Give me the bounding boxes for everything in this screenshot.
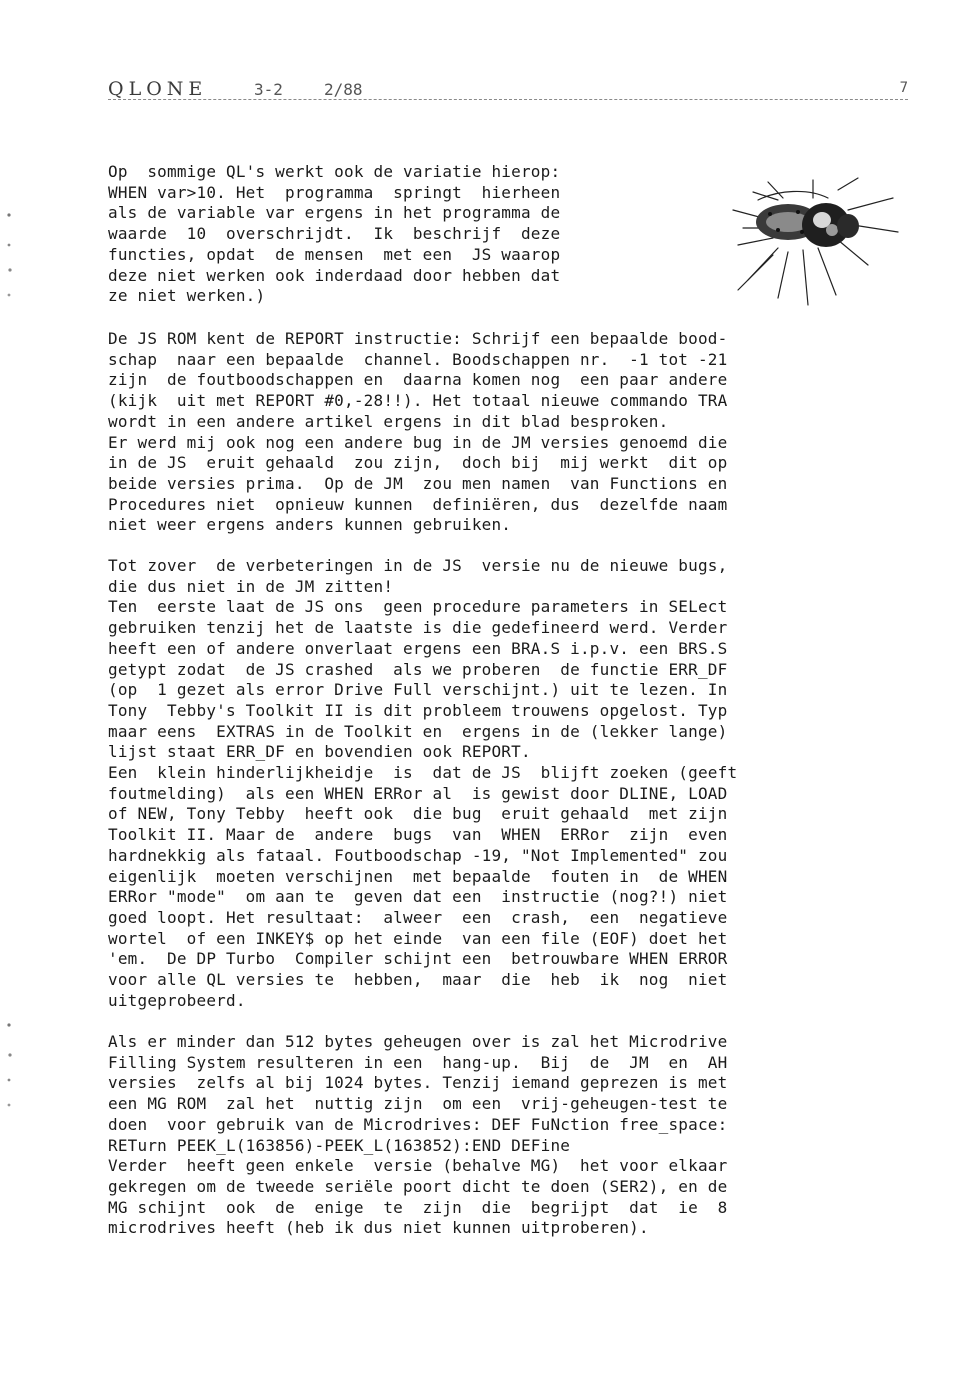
text-line: Procedures niet opnieuw kunnen definiëren, dus dezelfde naam (108, 494, 728, 514)
text-line: eigenlijk moeten verschijnen met bepaalde fouten in de WHEN (108, 866, 728, 886)
text-line: MG schijnt ook de enige te zijn die begrijpt dat ie 8 (108, 1197, 728, 1217)
text-line: uitgeprobeerd. (108, 990, 246, 1010)
text-line: ze niet werken.) (108, 286, 266, 306)
punch-marks-bottom-decoration (4, 1015, 14, 1125)
text-line: Als er minder dan 512 bytes geheugen over is zal het Microdrive (108, 1032, 728, 1051)
text-line: goed loopt. Het resultaat: alweer een crash, een negatieve (108, 907, 728, 927)
page-number: 7 (899, 80, 908, 96)
text-line: niet weer ergens anders kunnen gebruiken. (108, 515, 512, 535)
text-line: Een klein hinderlijkheidje is dat de JS blijft zoeken (geeft (108, 763, 738, 783)
text-line: Verder heeft geen enkele versie (behalve MG) het voor elkaar (108, 1156, 728, 1176)
header-rule (108, 99, 908, 100)
text-line: (kijk uit met REPORT #0,-28!!). Het totaal nieuwe commando TRA (108, 391, 728, 411)
text-line: zijn de foutboodschappen en daarna komen nog een paar andere (108, 370, 728, 390)
text-line: heeft een of andere onverlaat ergens een BRA.S i.p.v. een BRS.S (108, 638, 728, 658)
text-line: wortel of een INKEY$ op het einde van een file (EOF) doet het (108, 928, 728, 948)
text-line: WHEN var>10. Het programma springt hierheen (108, 182, 561, 202)
text-line: of NEW, Tony Tebby heeft ook die bug eruit gehaald met zijn (108, 804, 728, 824)
text-line: microdrives heeft (heb ik dus niet kunnen uitproberen). (108, 1218, 649, 1238)
paragraph-microdrive-memory (108, 1032, 900, 1239)
text-line: maar eens EXTRAS in de Toolkit en ergens in de (lekker lange) (108, 721, 728, 741)
text-line: Er werd mij ook nog een andere bug in de JM versies genoemd die (108, 432, 728, 452)
text-line: in de JS eruit gehaald zou zijn, doch bij mij werkt dit op (108, 453, 728, 473)
text-line: een MG ROM zal het nuttig zijn om een vrij-geheugen-test te (108, 1094, 728, 1114)
text-line: foutmelding) als een WHEN ERRor al is gewist door DLINE, LOAD (108, 783, 728, 803)
text-line: lijst staat ERR_DF en bovendien ook REPORT. (108, 742, 531, 762)
issue-number: 3-2 (254, 80, 283, 99)
text-line: Ten eerste laat de JS ons geen procedure parameters in SELect (108, 597, 728, 617)
text-line: RETurn PEEK_L(163856)-PEEK_L(163852):END DEFine (108, 1135, 571, 1155)
issue-date: 2/88 (324, 80, 363, 99)
text-line: gebruiken tenzij het de laatste is die gedefineerd werd. Verder (108, 618, 728, 638)
text-line: functies, opdat de mensen met een JS waarop (108, 244, 561, 264)
text-line: versies zelfs al bij 1024 bytes. Tenzij iemand geprezen is met (108, 1073, 728, 1093)
text-line: getypt zodat de JS crashed als we proberen de functie ERR_DF (108, 659, 728, 679)
text-line: Tony Tebby's Toolkit II is dit probleem trouwens opgelost. Typ (108, 700, 728, 720)
text-line: wordt in een andere artikel ergens in dit blad besproken. (108, 411, 669, 431)
text-line: (op 1 gezet als error Drive Full verschijnt.) uit te lezen. In (108, 680, 728, 700)
text-line: voor alle QL versies te hebben, maar die heb ik nog niet (108, 970, 728, 990)
text-line: hardnekkig als fataal. Foutboodschap -19, "Not Implemented" zou (108, 845, 728, 865)
text-line: Op sommige QL's werkt ook de variatie hierop: (108, 162, 561, 181)
text-line: gekregen om de tweede seriële poort dicht te doen (SER2), en de (108, 1176, 728, 1196)
text-line: waarde 10 overschrijdt. Ik beschrijf deze (108, 224, 561, 244)
text-line: Filling System resulteren in een hang-up. Bij de JM en AH (108, 1052, 728, 1072)
text-line: doen voor gebruik van de Microdrives: DEF FuNction free_space: (108, 1114, 728, 1134)
text-line: deze niet werken ook inderdaad door hebben dat (108, 265, 561, 285)
text-line: 'em. De DP Turbo Compiler schijnt een betrouwbare WHEN ERROR (108, 949, 728, 969)
text-line: als de variable var ergens in het programma de (108, 203, 561, 223)
text-line: die dus niet in de JM zitten! (108, 576, 394, 596)
paragraph-new-bugs (108, 556, 900, 1011)
text-line: Toolkit II. Maar de andere bugs van WHEN ERRor zijn even (108, 825, 728, 845)
page-header (108, 74, 908, 104)
paragraph-report-instruction (108, 329, 900, 536)
text-line: ERRor "mode" om aan te geven dat een instructie (nog?!) niet (108, 887, 728, 907)
fly-illustration (718, 170, 908, 310)
text-line: beide versies prima. Op de JM zou men namen van Functions en (108, 473, 728, 493)
intro-paragraph (108, 162, 688, 307)
text-line: Tot zover de verbeteringen in de JS versie nu de nieuwe bugs, (108, 556, 728, 575)
magazine-title: QLONE (108, 78, 208, 100)
text-line: De JS ROM kent de REPORT instructie: Schrijf een bepaalde bood- (108, 329, 728, 348)
punch-marks-top-decoration (4, 200, 14, 310)
text-line: schap naar een bepaalde channel. Boodschappen nr. -1 tot -21 (108, 349, 728, 369)
